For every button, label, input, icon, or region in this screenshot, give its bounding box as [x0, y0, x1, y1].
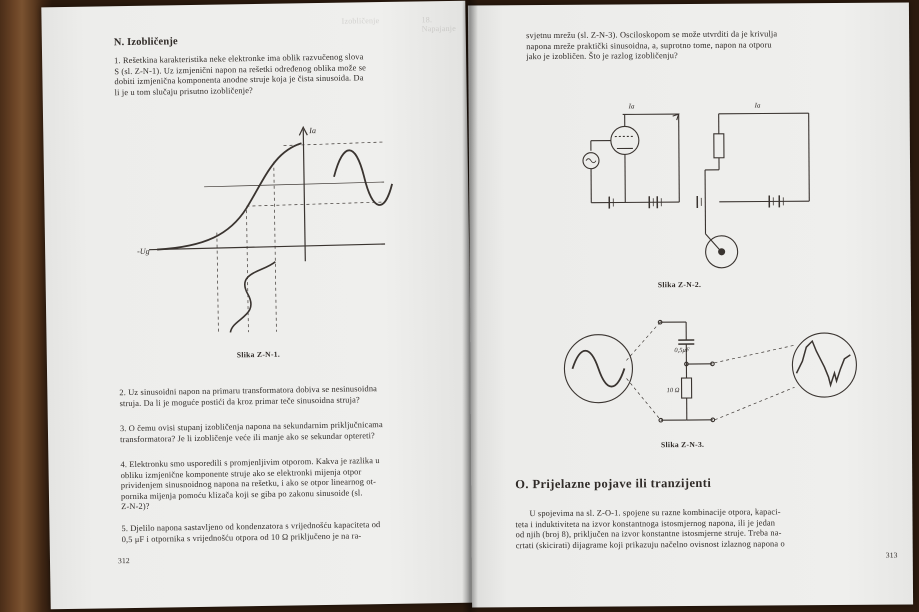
text-line: 4. Elektronku smo usporedili s promjenljivim otporom. Kakva je razlika u [120, 456, 380, 470]
text-line: S (sl. Z-N-1). Uz izmjenični napon na rešetki određenog oblika može se [114, 62, 367, 76]
vacuum-tube-symbol [611, 126, 639, 154]
text-line: U spojevima na sl. Z-O-1. spojene su razne kombinacije otpora, kapaci- [529, 507, 781, 519]
right-page [468, 2, 913, 607]
oscilloscope-screen-distorted [792, 333, 856, 397]
text-line: struja. Da li je moguće postići da kroz primar teče sinusoidna struja? [119, 395, 360, 408]
question-4 [120, 455, 466, 513]
section-heading-o: O. Prijelazne pojave ili tranzijenti [515, 475, 712, 492]
text-line: 3. O čemu ovisi stupanj izobličenja napona na sekundarnim priključnicama [119, 420, 383, 434]
text-line: dobiti izmjenična komponenta anodne struje koja je čista sinusoida. Da [114, 73, 364, 87]
fig3-caption: Slika Z-N-3. [660, 439, 705, 450]
fig1-caption: Slika Z-N-1. [236, 349, 281, 360]
text-line: li je u tom slučaju prisutno izobličenje? [114, 85, 253, 98]
text-line: crtati (skicirati) dijagrame koji prikazuju načelno ovisnost izlaznog napona o [515, 539, 785, 551]
text-line: od njih (broj 8), priključen na izvor konstantne istosmjerne struje. Treba na- [515, 528, 782, 540]
question-1 [114, 51, 455, 99]
figure-z-n-2 [569, 93, 830, 275]
text-line: 2. Uz sinusoidni napon na primaru transformatora dobiva se nesinusoidna [119, 384, 378, 398]
text-line: 0,5 μF i otpornika s vrijednošću otpora od 10 Ω priključeno je na ra- [121, 530, 362, 544]
resistor-symbol [714, 134, 724, 158]
text-line: obliku izmjenične komponente struje ako se elektronki mijenja otpor [120, 466, 362, 480]
text-line: pornika mijenja pomoću klizača koji se giba po zakonu sinusoide (sl. [120, 488, 363, 501]
page-number-right: 313 [885, 550, 898, 560]
fig1-x-label: -Ug [137, 246, 150, 256]
text-line: svjetnu mrežu (sl. Z-N-3). Osciloskopom se može utvrditi da je krivulja [526, 29, 778, 41]
left-page: Izobličenje 18. Napajanje N. Izobličenje 1. Rešetkina karakteristika neke elektronke ima oblik razvučenog slova S (sl. Z-N-1). Uz izmjenični napon na rešetki određenog oblika može se dobiti izmjenična komponenta anodne struje koja je čista sinusoida. Da li je u tom slučaju prisutno izobličenje? Ia -Ug Slika Z-N-1. 2. Uz sinusoidni napon na primaru transformatora dobiva se nesinusoidna struja. Da li je moguće postići da kroz primar teče sinusoidna struja? 3. O čemu ovisi stupanj izobličenja napona na sekundarnim priključnicama transformatora? Je li izobličenje veće ili manje ako se sekundar optereti? 4. Elektronku smo usporedili s promjenljivim otporom. Kakva je razlika u obliku izmjenične komponente struje ako se elektronki mijenja otpor prividenjem sinusnoidnog napona na rešetku, i ako se otpor linearnog ot- pornika mijenja pomoću klizača koji se giba po zakonu sinusoide (sl. Z-N-2)? 5. Djelilo napona sastavljeno od kondenzatora s vrijednošću kapaciteta od 0,5 μF i otpornika s vrijednošću otpora od 10 Ω priključeno je na ra- 312 [41, 1, 474, 610]
fig3-res-label: 10 Ω [666, 387, 680, 395]
figure-z-n-3 [562, 315, 863, 427]
fig2-caption: Slika Z-N-2. [657, 279, 702, 290]
book-gutter-shadow [462, 0, 478, 612]
section-heading-n: N. Izobličenje [113, 36, 178, 49]
fig2-label-left: Ia [628, 102, 635, 111]
fig2-label-right: Ia [754, 101, 761, 110]
question-5-continued [526, 29, 886, 63]
text-line: napona mreže praktički sinusoidna, a, suprotno tome, napon na otporu [526, 40, 772, 51]
resistor-10ohm-symbol [682, 378, 692, 398]
text-line: jako je izobličen. Što je razlog izobličenju? [526, 51, 678, 62]
question-2 [119, 383, 464, 410]
fig3-cap-label: 0,5μF [674, 347, 690, 355]
text-line: transformatora? Je li izobličenje veće ili manje ako se sekundar optereti? [120, 430, 375, 444]
grid-voltage-waveform [229, 262, 276, 333]
text-line: teta i induktiviteta na izvor konstantnoga istosmjernog napona, ili je jedan [515, 518, 776, 529]
question-5 [121, 519, 466, 546]
question-3 [120, 419, 465, 446]
text-line: prividenjem sinusnoidnog napona na rešetku, i ako se otpor linearnog ot- [120, 477, 377, 491]
y-axis-line [303, 129, 305, 261]
section-o-body [515, 507, 895, 552]
text-line: Z-N-2)? [121, 502, 150, 512]
anode-current-sinusoid [334, 150, 393, 206]
text-line: 5. Djelilo napona sastavljeno od kondenzatora s vrijednošću kapaciteta od [121, 520, 381, 534]
page-number-left: 312 [117, 556, 130, 566]
figure-z-n-1 [133, 120, 396, 344]
fig1-y-label: Ia [309, 126, 317, 136]
grid-characteristic-curve [155, 143, 303, 249]
text-line: 1. Rešetkina karakteristika neke elektronke ima oblik razvučenog slova [114, 52, 364, 66]
